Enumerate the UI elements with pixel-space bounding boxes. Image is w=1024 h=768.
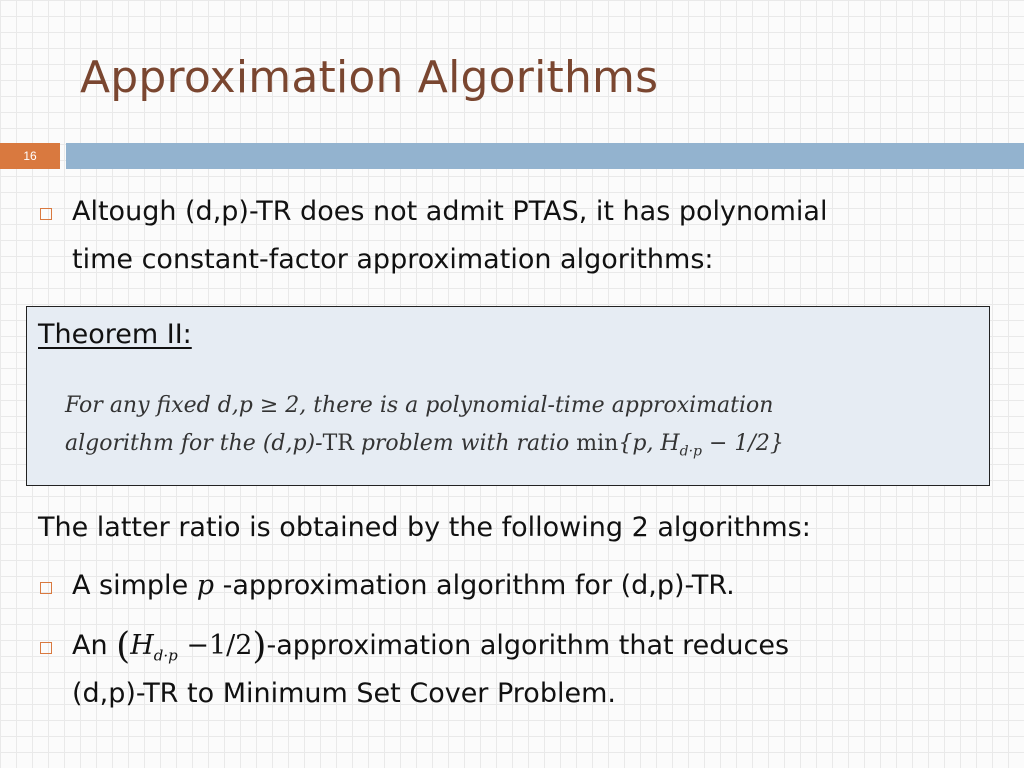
bullet-text-1-line1: Altough (d,p)-TR does not admit PTAS, it has polynomial [72, 196, 828, 227]
theorem-min: min [576, 431, 619, 456]
theorem-label: Theorem II: [38, 319, 192, 350]
theorem-line-2-pre: algorithm for the (d,p)- [65, 431, 323, 456]
bullet-3-math-H: H [130, 630, 154, 661]
bullet-marker-2 [40, 582, 52, 594]
theorem-statement [65, 387, 784, 470]
theorem-line-2 [65, 425, 784, 470]
theorem-set: {p, H [618, 431, 680, 456]
slide-title: Approximation Algorithms [80, 52, 659, 103]
bullet-3-math-rest: −1/2 [177, 630, 253, 661]
bullet-2-math-p: p [196, 570, 215, 601]
bullet-text-2 [72, 563, 735, 609]
bullet-2-post: -approximation algorithm for (d,p)-TR. [214, 570, 735, 601]
bullet-marker-3 [40, 642, 52, 654]
bullet-2-pre: A simple [72, 570, 197, 601]
theorem-line-1: For any fixed d,p ≥ 2, there is a polynomial-time approximation [65, 393, 774, 418]
bullet-3-post: -approximation algorithm that reduces [266, 630, 790, 661]
bullet-3-math-sub: d·p [153, 646, 178, 665]
bullet-3-math: $(H_{d\cdot p} -1/2)$ [116, 626, 267, 667]
slide-number-label: 16 [23, 149, 37, 163]
bullet-marker-1 [40, 208, 52, 220]
theorem-box [26, 306, 990, 486]
theorem-line-2-post: − 1/2} [702, 431, 784, 456]
theorem-subscript: d·p [679, 443, 702, 460]
title-accent-bar [66, 143, 1024, 169]
ratio-intro: The latter ratio is obtained by the following 2 algorithms: [38, 512, 811, 543]
bullet-text-3-line2: (d,p)-TR to Minimum Set Cover Problem. [72, 678, 616, 709]
theorem-line-2-mid: problem with ratio [353, 431, 577, 456]
slide-number [0, 143, 60, 169]
bullet-text-1-line2: time constant-factor approximation algorithms: [72, 244, 714, 275]
theorem-tr: TR [322, 431, 354, 456]
bullet-3-pre: An [72, 630, 117, 661]
